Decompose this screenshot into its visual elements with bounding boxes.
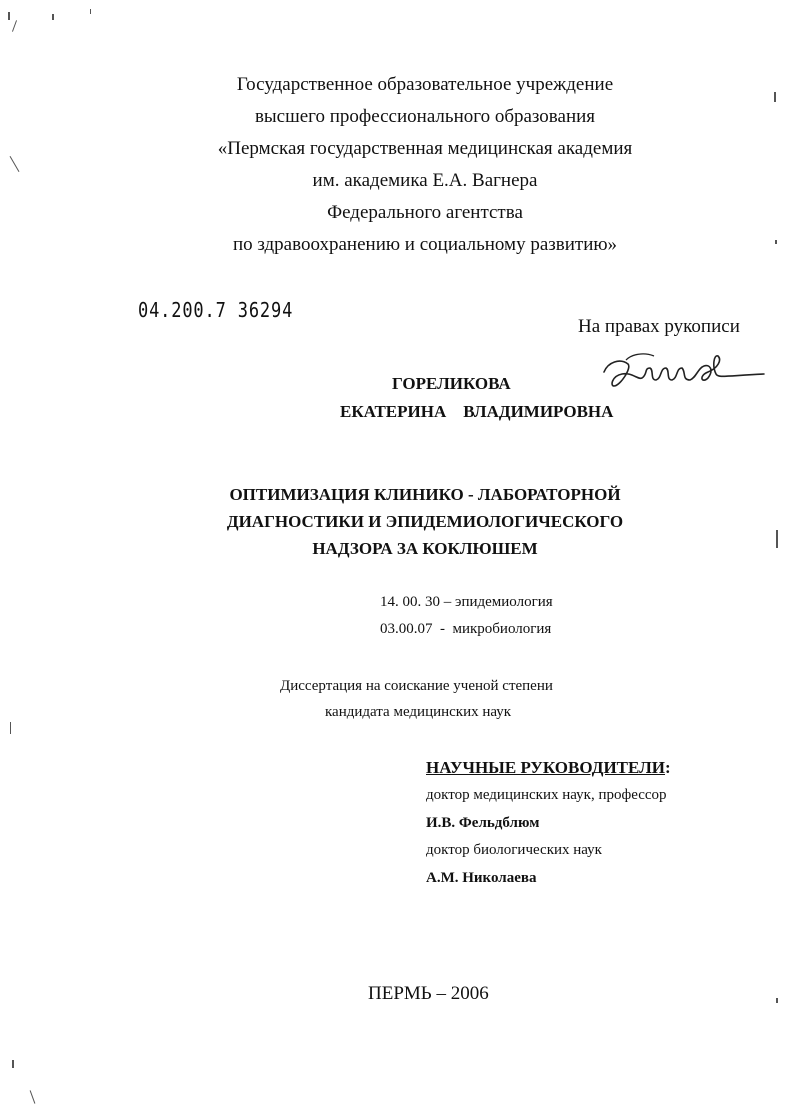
scan-speck: [30, 1090, 36, 1103]
scan-speck: [8, 12, 10, 20]
supervisor-degree: доктор биологических наук: [426, 842, 602, 858]
scan-speck: [12, 1060, 14, 1068]
dissertation-title-line: ДИАГНОСТИКИ И ЭПИДЕМИОЛОГИЧЕСКОГО: [226, 512, 624, 531]
signature-image: [598, 350, 766, 396]
scan-speck: [12, 20, 17, 32]
degree-statement: кандидата медицинских наук: [325, 704, 512, 720]
scan-speck: [776, 998, 778, 1003]
scan-speck: [90, 9, 91, 14]
institution-line: Федерального агентства: [327, 202, 523, 223]
supervisor-name: И.В. Фельдблюм: [426, 815, 540, 831]
library-stamp: 04.200.7 36294: [138, 298, 294, 322]
institution-line: «Пермская государственная медицинская академия: [217, 138, 633, 159]
manuscript-rights-label: На правах рукописи: [578, 316, 740, 337]
scan-speck: [52, 14, 54, 20]
dissertation-title-line: НАДЗОРА ЗА КОКЛЮШЕМ: [312, 539, 538, 558]
specialty-code: 03.00.07 - микробиология: [380, 621, 552, 637]
supervisor-degree: доктор медицинских наук, профессор: [426, 787, 667, 803]
author-given-names: ЕКАТЕРИНА ВЛАДИМИРОВНА: [340, 402, 614, 421]
institution-line: высшего профессионального образования: [254, 106, 596, 127]
author-surname: ГОРЕЛИКОВА: [392, 374, 511, 393]
supervisors-heading: НАУЧНЫЕ РУКОВОДИТЕЛИ:: [426, 758, 671, 777]
degree-statement: Диссертация на соискание ученой степени: [280, 678, 553, 694]
scan-speck: [10, 722, 11, 734]
supervisor-name: А.М. Николаева: [426, 870, 537, 886]
city-year: ПЕРМЬ – 2006: [368, 983, 489, 1004]
institution-line: им. академика Е.А. Вагнера: [312, 170, 538, 191]
institution-line: по здравоохранению и социальному развитию»: [232, 234, 618, 255]
dissertation-title-line: ОПТИМИЗАЦИЯ КЛИНИКО - ЛАБОРАТОРНОЙ: [229, 485, 621, 504]
institution-line: Государственное образовательное учреждение: [236, 74, 614, 95]
specialty-code: 14. 00. 30 – эпидемиология: [380, 594, 553, 610]
